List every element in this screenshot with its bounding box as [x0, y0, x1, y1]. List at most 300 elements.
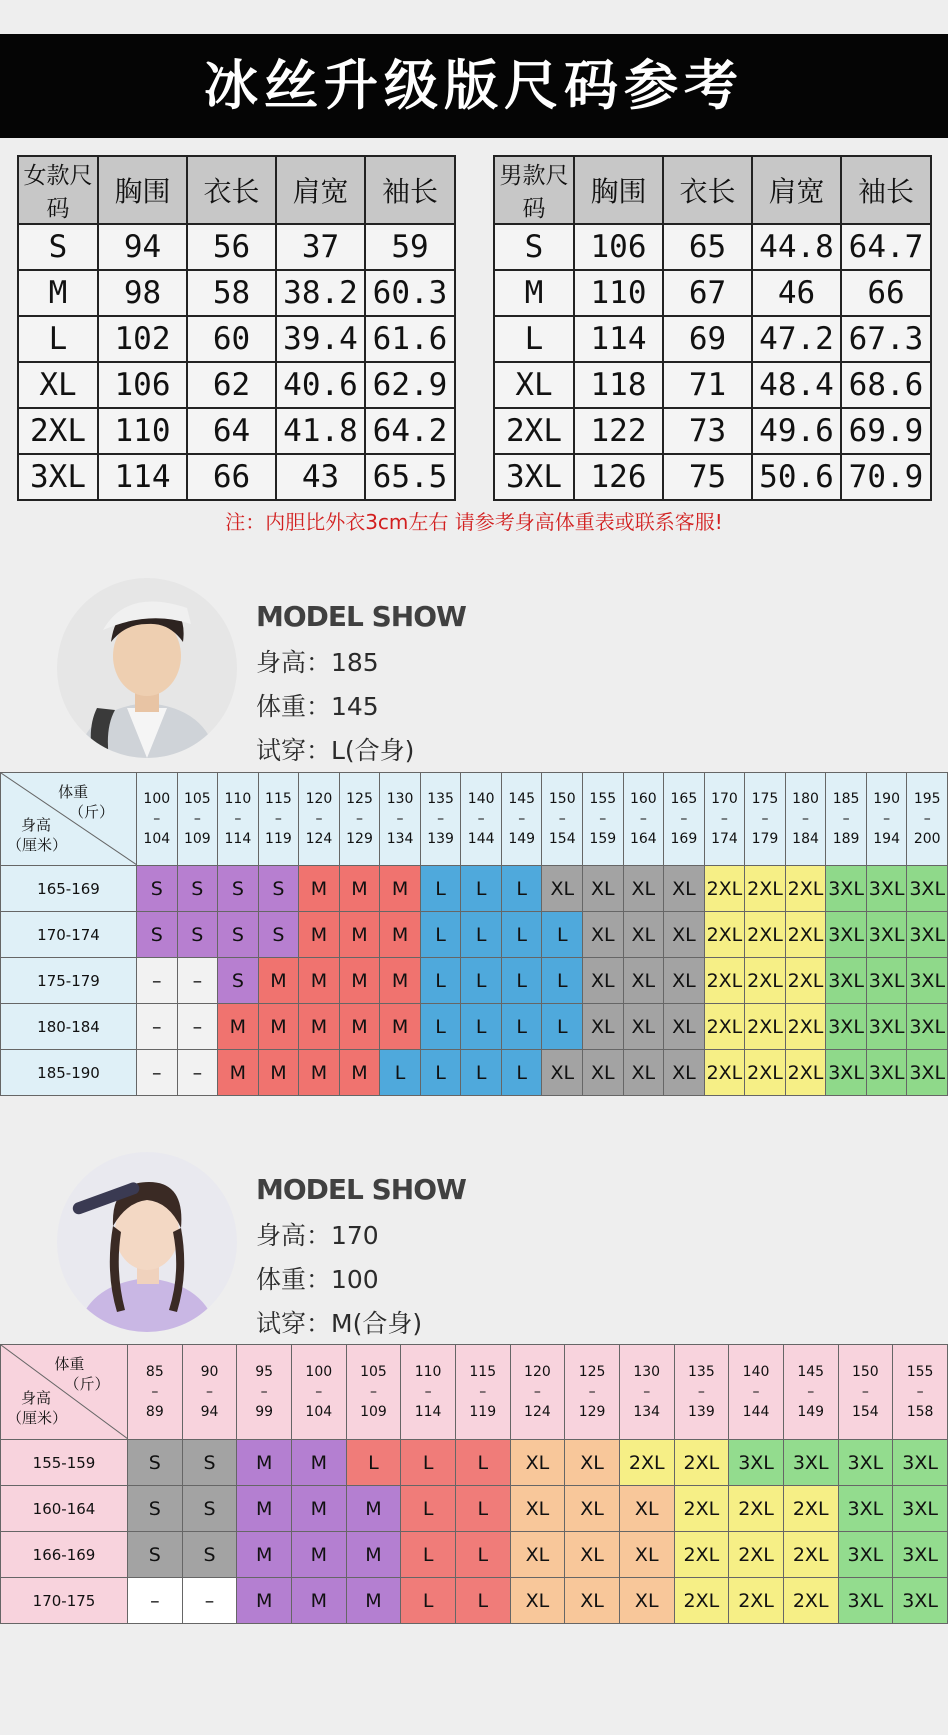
size-recommendation-cell: M — [291, 1578, 346, 1624]
size-recommendation-cell: L — [346, 1440, 401, 1486]
weight-range-header — [380, 773, 421, 866]
size-cell: 38.2 — [276, 270, 365, 316]
size-recommendation-cell: L — [461, 958, 502, 1004]
size-recommendation-cell: S — [258, 866, 299, 912]
weight-range-header — [510, 1345, 565, 1440]
size-recommendation-cell: XL — [583, 958, 624, 1004]
size-cell: 62.9 — [365, 362, 455, 408]
size-recommendation-cell: L — [542, 912, 583, 958]
size-recommendation-cell: XL — [664, 912, 705, 958]
size-cell: 67.3 — [841, 316, 931, 362]
weight-min: 170 — [711, 791, 738, 807]
size-cell: 106 — [574, 224, 663, 270]
weight-range-header — [177, 773, 218, 866]
size-header-cell: 衣长 — [663, 156, 752, 224]
size-recommendation-cell: 3XL — [907, 912, 948, 958]
size-header-cell: 肩宽 — [752, 156, 841, 224]
weight-max: 144 — [742, 1404, 770, 1420]
size-recommendation-cell: M — [299, 1050, 340, 1096]
weight-range-header — [258, 773, 299, 866]
female-size-grid — [0, 1344, 948, 1624]
weight-max: 119 — [265, 831, 292, 847]
size-recommendation-cell: M — [237, 1440, 292, 1486]
size-recommendation-cell: 3XL — [907, 1050, 948, 1096]
weight-max: 154 — [851, 1404, 879, 1420]
weight-dash: – — [842, 811, 850, 827]
weight-dash: – — [315, 1384, 323, 1400]
size-recommendation-cell: M — [299, 912, 340, 958]
size-recommendation-cell: M — [291, 1486, 346, 1532]
weight-dash: – — [680, 811, 688, 827]
weight-min: 85 — [145, 1364, 164, 1380]
weight-dash: – — [639, 811, 647, 827]
size-cell: S — [494, 224, 574, 270]
weight-range-header — [866, 773, 907, 866]
weight-max: 169 — [670, 831, 698, 847]
grid-header-row — [1, 773, 948, 866]
size-recommendation-cell: 2XL — [674, 1578, 729, 1624]
weight-max: 149 — [508, 831, 536, 847]
weight-range-header — [182, 1345, 237, 1440]
size-recommendation-cell: M — [258, 958, 299, 1004]
size-cell: 64.7 — [841, 224, 931, 270]
weight-max: 144 — [467, 831, 495, 847]
weight-max: 129 — [578, 1404, 606, 1420]
male-size-grid — [0, 772, 948, 1096]
size-cell: 61.6 — [365, 316, 455, 362]
size-cell: 60 — [187, 316, 276, 362]
size-recommendation-cell: 3XL — [907, 958, 948, 1004]
weight-max: 124 — [524, 1404, 551, 1420]
size-recommendation-cell: XL — [623, 1004, 664, 1050]
weight-min: 165 — [670, 791, 698, 807]
size-recommendation-cell: XL — [583, 866, 624, 912]
weight-max: 159 — [589, 831, 617, 847]
weight-max: 99 — [255, 1404, 274, 1420]
weight-min: 90 — [200, 1364, 219, 1380]
size-recommendation-cell: S — [218, 912, 259, 958]
grid-row — [1, 1004, 948, 1050]
weight-dash: – — [151, 1384, 159, 1400]
height-range-cell: 185-190 — [1, 1050, 137, 1096]
size-cell: 62 — [187, 362, 276, 408]
size-recommendation-cell: L — [401, 1486, 456, 1532]
weight-min: 100 — [143, 791, 171, 807]
weight-range-header — [785, 773, 826, 866]
weight-max: 109 — [183, 831, 211, 847]
weight-max: 179 — [751, 831, 779, 847]
size-recommendation-cell: L — [461, 1050, 502, 1096]
size-cell: 50.6 — [752, 454, 841, 500]
size-recommendation-cell: 3XL — [826, 912, 867, 958]
size-recommendation-cell: XL — [583, 1004, 624, 1050]
female-model-height: 身高：170 — [256, 1221, 379, 1250]
weight-dash: – — [477, 811, 485, 827]
size-cell: 73 — [663, 408, 752, 454]
size-cell: M — [494, 270, 574, 316]
size-recommendation-cell: L — [420, 958, 461, 1004]
size-recommendation-cell: 3XL — [866, 912, 907, 958]
size-cell: 102 — [98, 316, 187, 362]
size-cell: 3XL — [494, 454, 574, 500]
size-recommendation-cell: 2XL — [674, 1486, 729, 1532]
weight-dash: – — [193, 811, 201, 827]
size-recommendation-cell: S — [137, 912, 178, 958]
size-cell: 40.6 — [276, 362, 365, 408]
size-cell: 43 — [276, 454, 365, 500]
male-model-height: 身高：185 — [256, 648, 379, 677]
weight-dash: – — [356, 811, 363, 827]
size-recommendation-cell: L — [461, 866, 502, 912]
grid-corner-cell — [1, 773, 137, 866]
size-header-cell: 袖长 — [841, 156, 931, 224]
size-recommendation-cell: L — [461, 912, 502, 958]
size-recommendation-cell: S — [218, 958, 259, 1004]
size-recommendation-cell: M — [380, 912, 421, 958]
grid-row — [1, 1578, 948, 1624]
size-cell: 110 — [574, 270, 663, 316]
size-recommendation-cell: M — [237, 1578, 292, 1624]
weight-dash: – — [643, 1384, 651, 1400]
size-recommendation-cell: M — [380, 958, 421, 1004]
height-range-cell: 160-164 — [1, 1486, 128, 1532]
size-recommendation-cell: XL — [619, 1486, 674, 1532]
corner-height-label: 身高 — [21, 1389, 52, 1408]
size-cell: 2XL — [494, 408, 574, 454]
size-cell: XL — [18, 362, 98, 408]
size-recommendation-cell: 2XL — [729, 1486, 784, 1532]
size-recommendation-cell: L — [420, 1004, 461, 1050]
size-recommendation-cell: – — [128, 1578, 183, 1624]
weight-dash: – — [396, 811, 404, 827]
corner-weight-label: 体重 — [54, 1355, 85, 1373]
size-recommendation-cell: S — [128, 1486, 183, 1532]
size-table-row — [494, 408, 931, 454]
size-recommendation-cell: 3XL — [893, 1486, 948, 1532]
size-recommendation-cell: XL — [664, 866, 705, 912]
size-table-row — [494, 270, 931, 316]
weight-dash: – — [424, 1384, 432, 1400]
size-cell: 37 — [276, 224, 365, 270]
size-cell: 49.6 — [752, 408, 841, 454]
size-recommendation-cell: M — [346, 1532, 401, 1578]
size-cell: 75 — [663, 454, 752, 500]
size-recommendation-cell: 3XL — [838, 1532, 893, 1578]
size-recommendation-cell: L — [461, 1004, 502, 1050]
weight-min: 175 — [751, 791, 779, 807]
weight-range-header — [461, 773, 502, 866]
weight-max: 164 — [629, 831, 657, 847]
weight-range-header — [619, 1345, 674, 1440]
grid-row — [1, 958, 948, 1004]
size-recommendation-cell: L — [420, 912, 461, 958]
weight-min: 155 — [589, 791, 617, 807]
size-cell: 69 — [663, 316, 752, 362]
size-recommendation-cell: S — [177, 866, 218, 912]
weight-dash: – — [916, 1384, 924, 1400]
size-recommendation-cell: – — [137, 1004, 178, 1050]
size-recommendation-cell: XL — [664, 958, 705, 1004]
size-cell: 114 — [574, 316, 663, 362]
grid-row — [1, 912, 948, 958]
weight-dash: – — [883, 811, 891, 827]
size-recommendation-cell: 3XL — [838, 1440, 893, 1486]
weight-range-header — [664, 773, 705, 866]
size-recommendation-cell: 2XL — [745, 912, 786, 958]
size-recommendation-cell: 3XL — [907, 1004, 948, 1050]
weight-max: 114 — [224, 831, 252, 847]
weight-dash: – — [599, 811, 607, 827]
weight-min: 125 — [346, 791, 373, 807]
size-recommendation-cell: 3XL — [893, 1440, 948, 1486]
corner-weight-label: 体重 — [58, 783, 89, 801]
weight-range-header — [218, 773, 259, 866]
corner-height-unit: （厘米） — [7, 836, 68, 855]
size-recommendation-cell: L — [501, 866, 542, 912]
size-table-row — [18, 362, 455, 408]
size-table-row — [494, 454, 931, 500]
weight-min: 150 — [548, 791, 576, 807]
size-recommendation-cell: 2XL — [783, 1578, 838, 1624]
size-header-cell: 男款尺码 — [494, 156, 574, 224]
size-cell: 65.5 — [365, 454, 455, 500]
size-recommendation-cell: XL — [623, 1050, 664, 1096]
weight-min: 140 — [467, 791, 495, 807]
size-recommendation-cell: XL — [510, 1578, 565, 1624]
size-cell: 126 — [574, 454, 663, 500]
size-recommendation-cell: S — [128, 1532, 183, 1578]
size-cell: 65 — [663, 224, 752, 270]
size-recommendation-cell: M — [380, 1004, 421, 1050]
weight-dash: – — [558, 811, 566, 827]
size-header-cell: 衣长 — [187, 156, 276, 224]
weight-max: 119 — [469, 1404, 497, 1420]
size-recommendation-cell: 2XL — [729, 1532, 784, 1578]
weight-range-header — [137, 773, 178, 866]
weight-range-header — [565, 1345, 620, 1440]
height-range-cell: 180-184 — [1, 1004, 137, 1050]
weight-range-header — [542, 773, 583, 866]
weight-min: 105 — [183, 791, 211, 807]
size-recommendation-cell: M — [339, 958, 380, 1004]
grid-row — [1, 1440, 948, 1486]
weight-min: 190 — [873, 791, 900, 807]
weight-dash: – — [588, 1384, 596, 1400]
weight-range-header — [623, 773, 664, 866]
corner-weight-unit: （斤） — [69, 803, 115, 821]
male-model-weight: 体重：145 — [256, 692, 379, 721]
weight-range-header — [826, 773, 867, 866]
size-recommendation-cell: 2XL — [704, 958, 745, 1004]
size-cell: L — [18, 316, 98, 362]
weight-range-header — [745, 773, 786, 866]
size-cell: 66 — [187, 454, 276, 500]
size-recommendation-cell: 3XL — [893, 1532, 948, 1578]
height-range-cell: 175-179 — [1, 958, 137, 1004]
weight-max: 174 — [711, 831, 738, 847]
weight-min: 110 — [414, 1364, 442, 1380]
size-recommendation-cell: 2XL — [619, 1440, 674, 1486]
men-size-table — [493, 155, 932, 501]
weight-range-header — [339, 773, 380, 866]
weight-max: 134 — [633, 1404, 661, 1420]
size-recommendation-cell: 2XL — [785, 866, 826, 912]
size-recommendation-cell: – — [182, 1578, 237, 1624]
size-header-cell: 胸围 — [98, 156, 187, 224]
size-recommendation-cell: XL — [623, 866, 664, 912]
size-recommendation-cell: L — [501, 1004, 542, 1050]
weight-max: 139 — [427, 831, 454, 847]
size-recommendation-cell: M — [299, 866, 340, 912]
size-cell: 44.8 — [752, 224, 841, 270]
size-recommendation-cell: M — [218, 1004, 259, 1050]
weight-max: 154 — [548, 831, 576, 847]
size-recommendation-cell: M — [346, 1578, 401, 1624]
size-cell: 3XL — [18, 454, 98, 500]
female-model-fit: 试穿：M(合身) — [256, 1309, 423, 1338]
size-recommendation-cell: 2XL — [785, 958, 826, 1004]
weight-min: 115 — [469, 1364, 497, 1380]
size-cell: 60.3 — [365, 270, 455, 316]
size-recommendation-cell: XL — [619, 1578, 674, 1624]
weight-max: 184 — [792, 831, 819, 847]
size-recommendation-cell: L — [455, 1440, 510, 1486]
size-recommendation-cell: L — [501, 1050, 542, 1096]
weight-min: 185 — [832, 791, 860, 807]
size-recommendation-cell: M — [237, 1532, 292, 1578]
size-table-header — [18, 156, 455, 224]
size-recommendation-cell: 2XL — [674, 1440, 729, 1486]
size-cell: XL — [494, 362, 574, 408]
size-header-cell: 胸围 — [574, 156, 663, 224]
size-recommendation-cell: M — [237, 1486, 292, 1532]
size-recommendation-cell: 3XL — [893, 1578, 948, 1624]
weight-range-header — [729, 1345, 784, 1440]
size-recommendation-cell: 3XL — [838, 1486, 893, 1532]
weight-dash: – — [479, 1384, 487, 1400]
size-recommendation-cell: M — [291, 1440, 346, 1486]
weight-min: 180 — [792, 791, 819, 807]
size-recommendation-cell: XL — [510, 1486, 565, 1532]
size-recommendation-cell: – — [177, 958, 218, 1004]
weight-min: 135 — [688, 1364, 715, 1380]
size-recommendation-cell: XL — [583, 912, 624, 958]
size-recommendation-cell: M — [218, 1050, 259, 1096]
weight-dash: – — [369, 1384, 377, 1400]
size-recommendation-cell: 3XL — [783, 1440, 838, 1486]
weight-min: 130 — [633, 1364, 661, 1380]
weight-max: 194 — [873, 831, 900, 847]
size-recommendation-cell: 3XL — [866, 866, 907, 912]
size-recommendation-cell: 2XL — [783, 1486, 838, 1532]
size-recommendation-cell: 2XL — [745, 958, 786, 1004]
size-recommendation-cell: S — [258, 912, 299, 958]
weight-range-header — [128, 1345, 183, 1440]
weight-min: 145 — [508, 791, 536, 807]
size-cell: M — [18, 270, 98, 316]
weight-max: 139 — [688, 1404, 715, 1420]
size-cell: 64.2 — [365, 408, 455, 454]
size-recommendation-cell: XL — [565, 1486, 620, 1532]
weight-max: 200 — [913, 831, 941, 847]
size-recommendation-cell: XL — [619, 1532, 674, 1578]
size-recommendation-cell: 2XL — [745, 1050, 786, 1096]
weight-min: 160 — [629, 791, 657, 807]
grid-row — [1, 1486, 948, 1532]
weight-dash: – — [234, 811, 242, 827]
size-recommendation-cell: S — [218, 866, 259, 912]
size-table-row — [494, 362, 931, 408]
weight-range-header — [583, 773, 624, 866]
size-cell: L — [494, 316, 574, 362]
weight-max: 129 — [346, 831, 373, 847]
weight-range-header — [907, 773, 948, 866]
weight-min: 150 — [851, 1364, 879, 1380]
grid-row — [1, 1050, 948, 1096]
size-recommendation-cell: 3XL — [866, 1004, 907, 1050]
size-cell: S — [18, 224, 98, 270]
size-cell: 118 — [574, 362, 663, 408]
size-recommendation-cell: XL — [623, 912, 664, 958]
weight-range-header — [501, 773, 542, 866]
height-range-cell: 155-159 — [1, 1440, 128, 1486]
weight-dash: – — [274, 811, 282, 827]
height-range-cell: 170-174 — [1, 912, 137, 958]
male-model-avatar — [57, 578, 237, 758]
weight-range-header — [455, 1345, 510, 1440]
weight-min: 120 — [524, 1364, 551, 1380]
size-recommendation-cell: M — [380, 866, 421, 912]
size-header-cell: 肩宽 — [276, 156, 365, 224]
size-recommendation-cell: 3XL — [826, 958, 867, 1004]
size-table-header — [494, 156, 931, 224]
size-recommendation-cell: S — [128, 1440, 183, 1486]
size-recommendation-cell: 2XL — [674, 1532, 729, 1578]
weight-dash: – — [260, 1384, 268, 1400]
size-recommendation-cell: L — [501, 912, 542, 958]
size-cell: 114 — [98, 454, 187, 500]
weight-min: 140 — [742, 1364, 770, 1380]
weight-max: 158 — [906, 1404, 934, 1420]
size-recommendation-cell: 2XL — [785, 1050, 826, 1096]
size-table-row — [18, 270, 455, 316]
size-recommendation-cell: 3XL — [907, 866, 948, 912]
size-recommendation-cell: M — [299, 958, 340, 1004]
size-cell: 110 — [98, 408, 187, 454]
size-cell: 39.4 — [276, 316, 365, 362]
size-recommendation-cell: 2XL — [704, 866, 745, 912]
corner-weight-unit: （斤） — [64, 1375, 110, 1393]
weight-range-header — [674, 1345, 729, 1440]
size-recommendation-cell: L — [542, 958, 583, 1004]
weight-range-header — [237, 1345, 292, 1440]
size-cell: 106 — [98, 362, 187, 408]
female-model-title: MODEL SHOW — [256, 1173, 466, 1206]
size-recommendation-cell: 3XL — [826, 1004, 867, 1050]
size-recommendation-cell: L — [401, 1578, 456, 1624]
weight-min: 135 — [427, 791, 454, 807]
male-model-title: MODEL SHOW — [256, 600, 466, 633]
size-recommendation-cell: XL — [565, 1440, 620, 1486]
size-recommendation-cell: L — [401, 1532, 456, 1578]
size-recommendation-cell: L — [380, 1050, 421, 1096]
height-range-cell: 170-175 — [1, 1578, 128, 1624]
size-recommendation-cell: XL — [510, 1440, 565, 1486]
size-recommendation-cell: S — [182, 1440, 237, 1486]
weight-dash: – — [518, 811, 526, 827]
size-recommendation-cell: 3XL — [826, 866, 867, 912]
weight-min: 125 — [578, 1364, 606, 1380]
